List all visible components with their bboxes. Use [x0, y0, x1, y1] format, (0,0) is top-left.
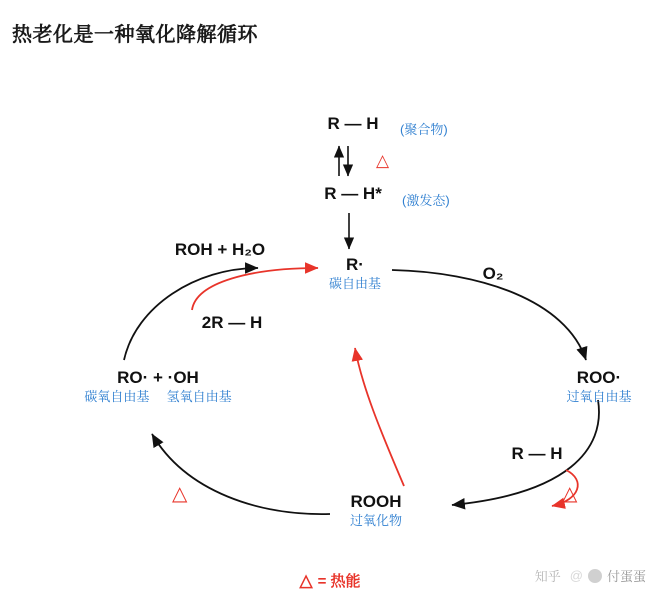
legend-text: = 热能	[317, 573, 361, 590]
equilibrium-arrows	[339, 146, 348, 176]
node-rh-excited	[305, 184, 401, 204]
node-roh-water-formula: ROH + H₂O	[174, 240, 266, 259]
watermark-user: 付蛋蛋	[606, 569, 646, 584]
avatar	[588, 569, 602, 583]
node-rh-top-formula: R — H	[327, 114, 379, 133]
node-rh-lower	[492, 444, 582, 464]
heat-icon-right-cycle: △	[562, 483, 578, 505]
red-arrow-2rh-to-radical	[192, 268, 318, 310]
heat-icon-left-cycle: △	[172, 483, 188, 505]
node-oxygen	[470, 264, 516, 284]
heat-icon-equilibrium: △	[376, 151, 390, 170]
node-rh-excited-formula: R — H*	[324, 184, 382, 203]
node-carbon-radical-label: 碳自由基	[328, 275, 381, 291]
label-alkoxy: 碳氧自由基	[84, 388, 150, 404]
annotation-polymer: (聚合物)	[400, 122, 448, 137]
watermark	[535, 566, 646, 585]
node-hydroperoxide-formula: ROOH	[350, 492, 402, 511]
node-alkoxy-hydroxyl	[56, 368, 260, 405]
node-alkoxy-hydroxyl-formula: RO· + ·OH	[117, 368, 199, 387]
legend	[299, 570, 360, 591]
node-rh-top	[308, 114, 398, 134]
node-alkoxy-hydroxyl-labels	[56, 389, 260, 406]
legend-heat-icon: △	[299, 571, 313, 590]
node-peroxy-radical-label: 过氧自由基	[566, 388, 632, 404]
node-hydroperoxide	[326, 492, 426, 529]
watermark-site: 知乎	[534, 569, 561, 584]
annotation-excited-state: (激发态)	[402, 193, 450, 208]
node-roh-water	[158, 240, 282, 260]
watermark-separator: @	[569, 568, 583, 583]
node-carbon-radical-formula: R·	[346, 255, 364, 274]
node-rh-lower-formula: R — H	[511, 444, 563, 463]
node-hydroperoxide-label: 过氧化物	[349, 512, 402, 528]
node-carbon-radical	[318, 255, 392, 292]
node-oxygen-formula: O₂	[482, 264, 504, 283]
red-arrow-cycle-to-radical	[355, 348, 404, 486]
node-two-rh	[182, 313, 282, 333]
node-peroxy-radical-formula: ROO·	[576, 368, 622, 387]
node-peroxy-radical	[544, 368, 654, 405]
page-title: 热老化是一种氧化降解循环	[12, 24, 258, 46]
node-two-rh-formula: 2R — H	[201, 313, 263, 332]
label-hydroxyl: 氢氧自由基	[166, 388, 232, 404]
